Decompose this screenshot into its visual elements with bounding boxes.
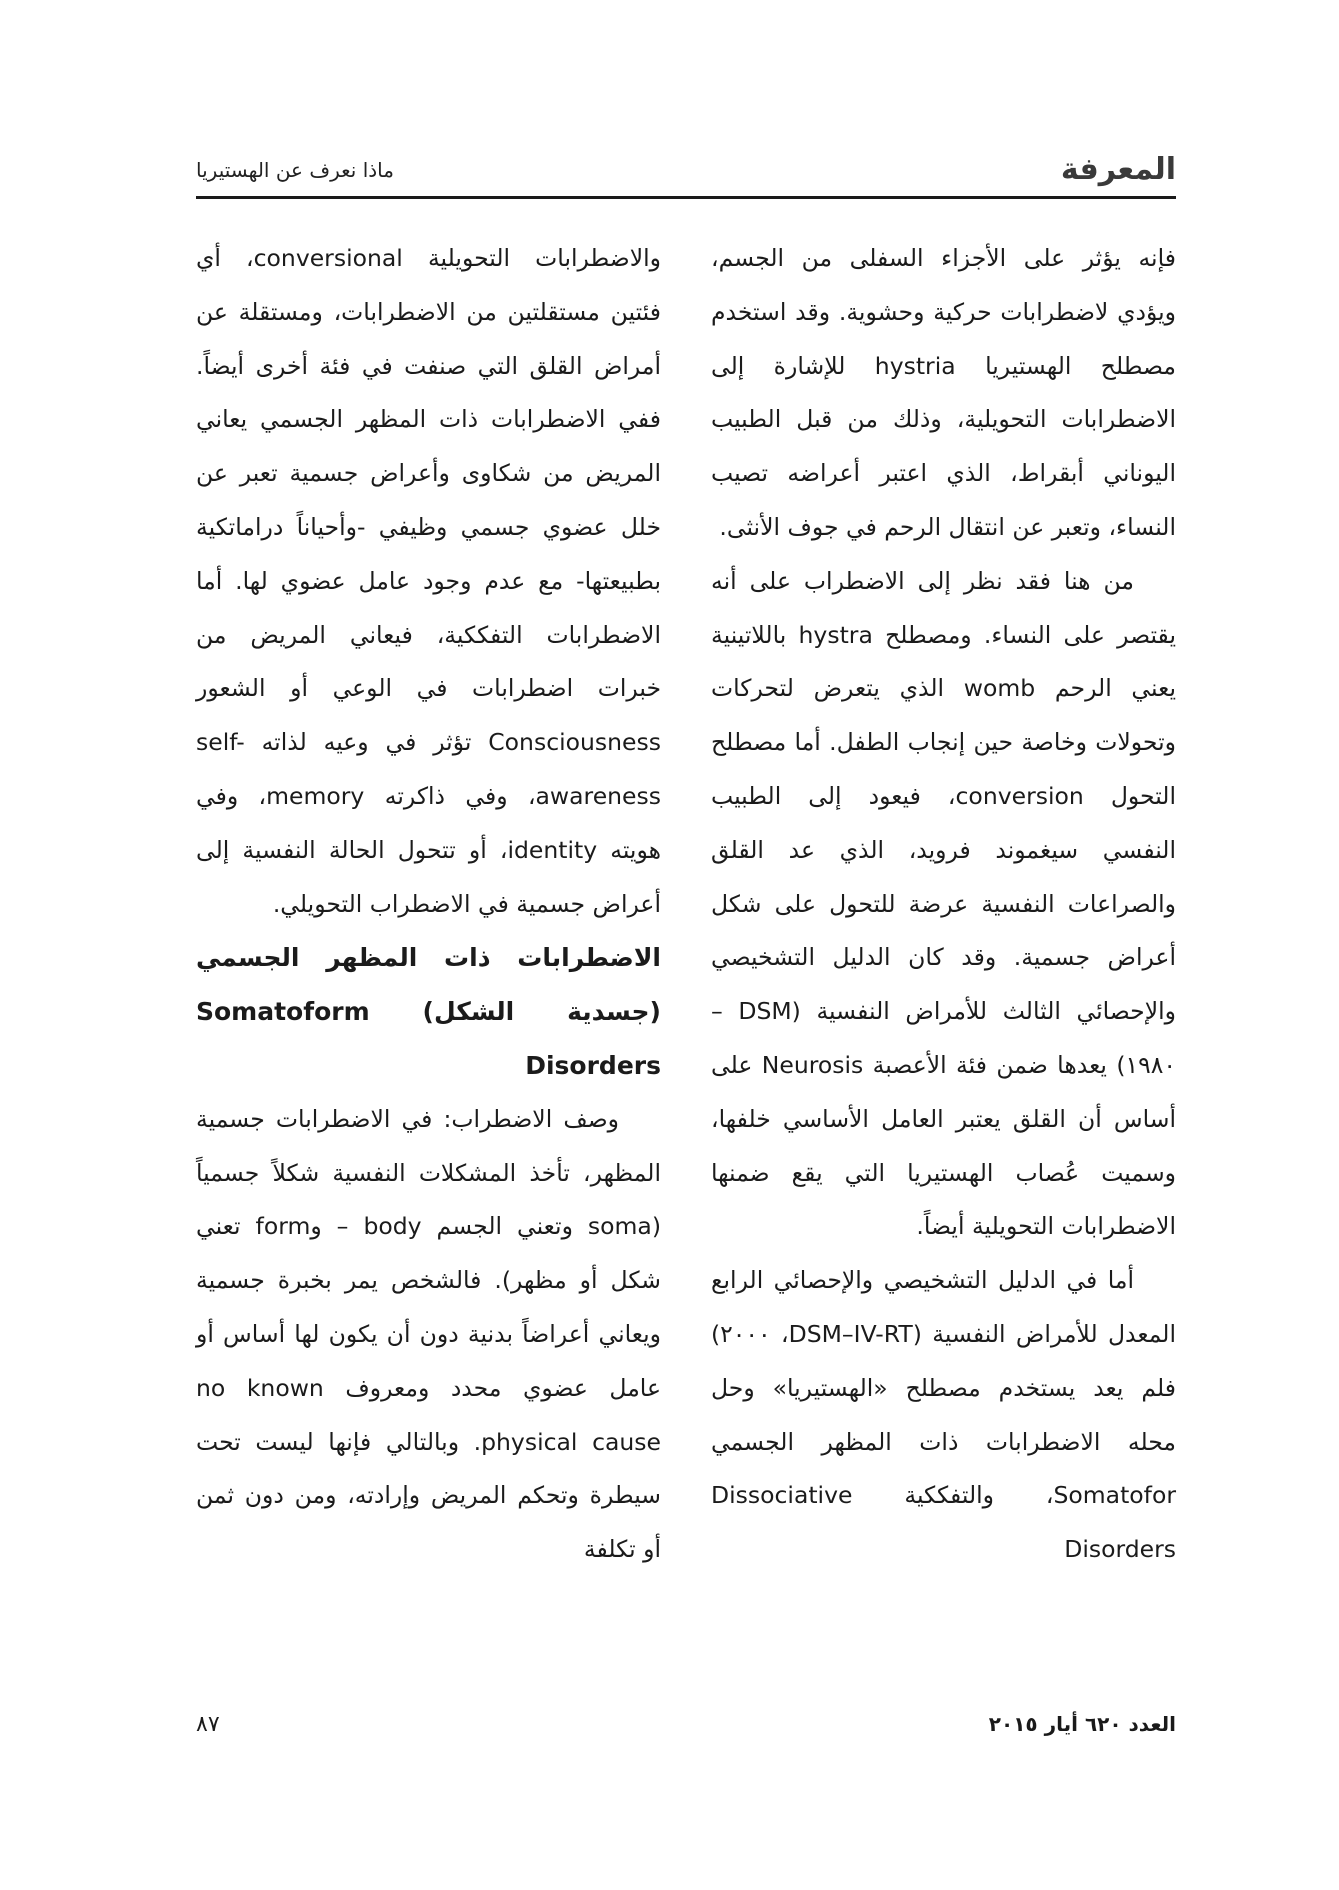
paragraph: فإنه يؤثر على الأجزاء السفلى من الجسم، ويؤدي لاضطرابات حركية وحشوية. وقد استخدم مصطلح الهستيريا hystria للإشارة إلى الاضطرابات التحويلية، وذلك من قبل الطبيب اليوناني أبقراط، الذي اعتبر أعراضه تصيب النساء، وتعبر عن انتقال الرحم في جوف الأنثى.: [711, 244, 1176, 541]
header-rule: [196, 196, 1176, 199]
paragraph: أما في الدليل التشخيصي والإحصائي الرابع المعدل للأمراض النفسية (DSM–IV-RT، ٢٠٠٠) فلم يعد يستخدم مصطلح «الهستيريا» وحل محله الاضطرابات ذات المظهر الجسمي Somatofor، والتفككية Dissociative Disorders: [711, 1266, 1176, 1564]
section-heading: الاضطرابات ذات المظهر الجسمي (جسدية الشكل) Somatoform Disorders: [196, 943, 661, 1080]
magazine-logo: المعرفة: [1060, 152, 1176, 187]
page-number: ٨٧: [196, 1712, 220, 1737]
left-column: [196, 232, 661, 1577]
page-header: [196, 150, 1176, 198]
running-title: ماذا نعرف عن الهستيريا: [196, 158, 394, 182]
paragraph: والاضطرابات التحويلية conversional، أي فئتين مستقلتين من الاضطرابات، ومستقلة عن أمراض القلق التي صنفت في فئة أخرى أيضاً. ففي الاضطرابات ذات المظهر الجسمي يعاني المريض من شكاوى وأعراض جسمية تعبر عن خلل عضوي جسمي وظيفي -وأحياناً دراماتكية بطبيعتها- مع عدم وجود عامل عضوي لها. أما الاضطرابات التفككية، فيعاني المريض من خبرات اضطرابات في الوعي أو الشعور Consciousness تؤثر في وعيه لذاته self-awareness، وفي ذاكرته memory، وفي هويته identity، أو تتحول الحالة النفسية إلى أعراض جسمية في الاضطراب التحويلي.: [196, 244, 661, 918]
paragraph: من هنا فقد نظر إلى الاضطراب على أنه يقتصر على النساء. ومصطلح hystra باللاتينية يعني الرحم womb الذي يتعرض لتحركات وتحولات وخاصة حين إنجاب الطفل. أما مصطلح التحول conversion، فيعود إلى الطبيب النفسي سيغموند فرويد، الذي عد القلق والصراعات النفسية عرضة للتحول على شكل أعراض جسمية. وقد كان الدليل التشخيصي والإحصائي الثالث للأمراض النفسية (DSM – ١٩٨٠) يعدها ضمن فئة الأعصبة Neurosis على أساس أن القلق يعتبر العامل الأساسي خلفها، وسميت عُصاب الهستيريا التي يقع ضمنها الاضطرابات التحويلية أيضاً.: [711, 566, 1176, 1241]
right-column: [711, 232, 1176, 1577]
issue-info: العدد ٦٢٠ أيار ٢٠١٥: [988, 1712, 1176, 1736]
page-footer: [196, 1712, 1176, 1752]
paragraph: وصف الاضطراب: في الاضطرابات جسمية المظهر، تأخذ المشكلات النفسية شكلاً جسمياً (soma وتعني الجسم body – وform تعني شكل أو مظهر). فالشخص يمر بخبرة جسمية ويعاني أعراضاً بدنية دون أن يكون لها أساس أو عامل عضوي محدد ومعروف no known physical cause. وبالتالي فإنها ليست تحت سيطرة وتحكم المريض وإرادته، ومن دون ثمن أو تكلفة: [196, 1104, 661, 1564]
